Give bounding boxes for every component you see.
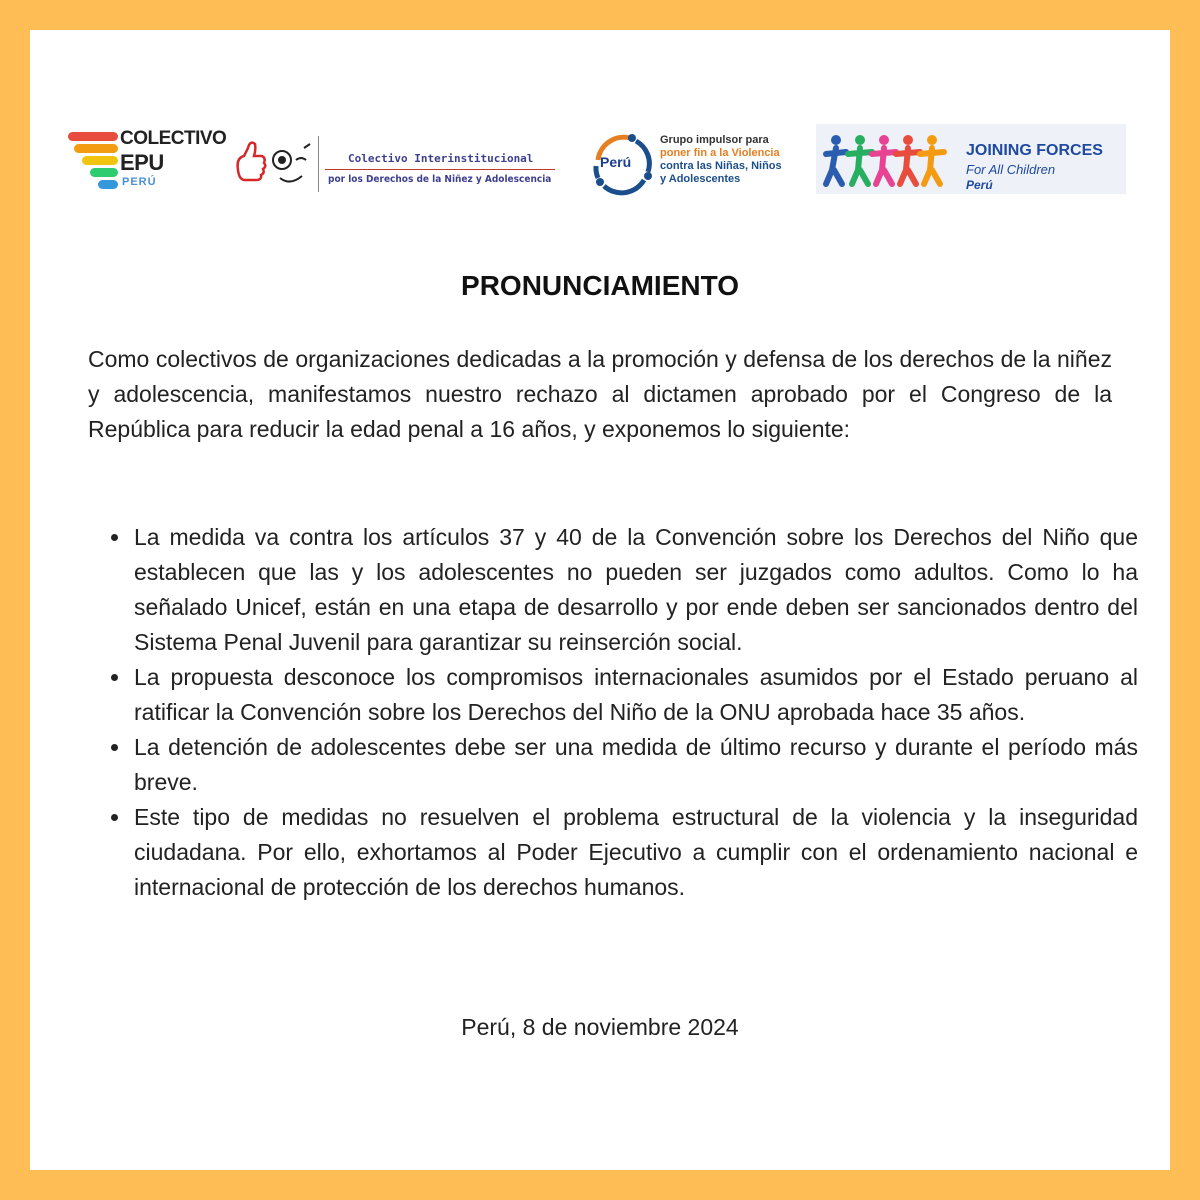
- document-card: [30, 30, 1170, 1170]
- points-list: [106, 520, 1138, 905]
- ci-line-2: por los Derechos de la Niñez y Adolescencia: [328, 174, 552, 185]
- document-title: PRONUNCIAMIENTO: [461, 270, 739, 301]
- joining-forces-figures-icon: [822, 130, 962, 190]
- gi-line-1: Grupo impulsor para: [660, 134, 769, 146]
- thumbs-up-face-icon: [230, 130, 316, 196]
- epu-bar-yellow: [82, 156, 118, 165]
- gi-line-2: poner fin a la Violencia: [660, 147, 780, 159]
- epu-line-3: PERÚ: [122, 176, 157, 188]
- epu-bar-green: [90, 168, 118, 177]
- grupo-impulsor-logo: [590, 130, 810, 200]
- joining-forces-logo: [816, 124, 1126, 194]
- signature-date: Perú, 8 de noviembre 2024: [461, 1014, 739, 1040]
- ci-divider: [318, 136, 319, 192]
- epu-bar-orange: [74, 144, 118, 153]
- gi-line-3: contra las Niñas, Niños: [660, 160, 782, 172]
- jf-line-1: JOINING FORCES: [966, 142, 1103, 159]
- epu-line-2: EPU: [120, 150, 164, 175]
- list-item: • Este tipo de medidas no resuelven el problema estructural de la violencia y la inseguridad ciudadana. Por ello, exhortamos al Poder Ejecutivo a cumplir con el ordenamiento nacional e internacional de protección de los derechos humanos.: [132, 800, 1138, 905]
- ci-rule: [325, 169, 555, 170]
- logo-strip: [30, 30, 1170, 230]
- jf-line-3: Perú: [966, 178, 993, 192]
- ci-line-1: Colectivo Interinstitucional: [348, 152, 534, 165]
- list-item: • La medida va contra los artículos 37 y 40 de la Convención sobre los Derechos del Niño que establecen que las y los adolescentes no pueden ser juzgados como adultos. Como lo ha señalado Unicef, están en una etapa de desarrollo y por ende deben ser sancionados dentro del Sistema Penal Juvenil para garantizar su reinserción social.: [132, 520, 1138, 660]
- jf-line-2: For All Children: [966, 162, 1056, 177]
- intro-paragraph: Como colectivos de organizaciones dedicadas a la promoción y defensa de los derechos de la niñez y adolescencia, manifestamos nuestro rechazo al dictamen aprobado por el Congreso de la República para reducir la edad penal a 16 años, y exponemos lo siguiente:: [88, 346, 1112, 442]
- epu-bar-blue: [98, 180, 118, 189]
- colectivo-epu-logo: [68, 128, 227, 208]
- list-item: • La propuesta desconoce los compromisos internacionales asumidos por el Estado peruano al ratificar la Convención sobre los Derechos del Niño de la ONU aprobada hace 35 años.: [132, 660, 1138, 730]
- epu-bar-red: [68, 132, 118, 141]
- grupo-impulsor-badge: Perú: [600, 154, 632, 170]
- list-item: • La detención de adolescentes debe ser una medida de último recurso y durante el período más breve.: [132, 730, 1138, 800]
- gi-line-4: y Adolescentes: [660, 173, 741, 185]
- colectivo-interinstitucional-logo: [230, 126, 560, 216]
- epu-line-1: COLECTIVO: [120, 128, 227, 149]
